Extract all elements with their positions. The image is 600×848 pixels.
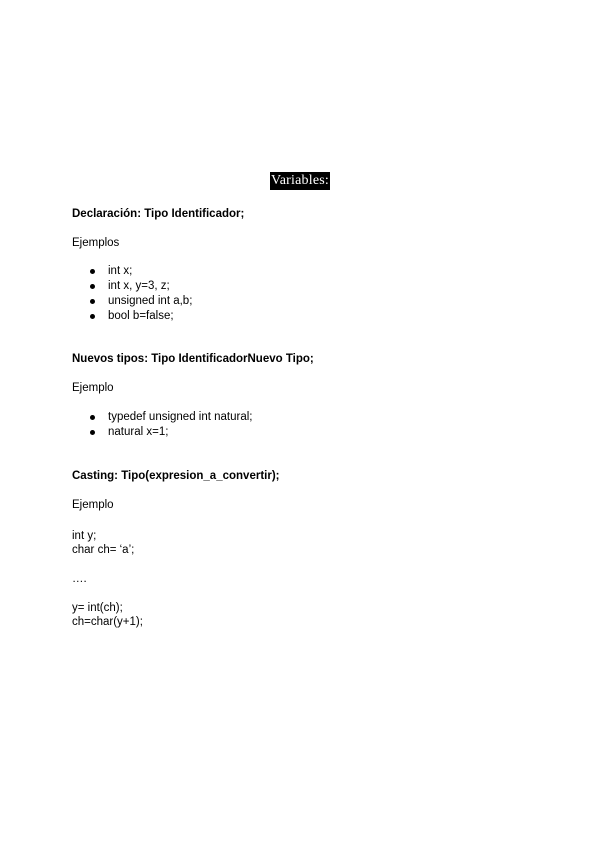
- code-line: int y;: [72, 530, 97, 542]
- bullet-icon: [90, 430, 95, 435]
- examples-label: Ejemplos: [72, 237, 120, 249]
- bullet-icon: [90, 284, 95, 289]
- code-line: ….: [72, 573, 87, 585]
- page-title: Variables:: [271, 173, 329, 188]
- title-container: [0, 171, 600, 190]
- list-item-text: unsigned int a,b;: [108, 295, 193, 307]
- list-item-text: bool b=false;: [108, 310, 174, 322]
- list-item-text: natural x=1;: [108, 426, 169, 438]
- list-item-text: typedef unsigned int natural;: [108, 411, 253, 423]
- bullet-icon: [90, 269, 95, 274]
- code-line: y= int(ch);: [72, 602, 123, 614]
- declaration-heading: Declaración: Tipo Identificador;: [72, 208, 245, 220]
- code-line: char ch= ‘a’;: [72, 544, 135, 556]
- casting-heading: Casting: Tipo(expresion_a_convertir);: [72, 470, 280, 482]
- example-label: Ejemplo: [72, 499, 114, 511]
- list-item-text: int x;: [108, 265, 133, 277]
- list-item-text: int x, y=3, z;: [108, 280, 170, 292]
- new-types-heading: Nuevos tipos: Tipo IdentificadorNuevo Tipo;: [72, 353, 314, 365]
- example-label: Ejemplo: [72, 382, 114, 394]
- bullet-icon: [90, 314, 95, 319]
- bullet-icon: [90, 415, 95, 420]
- bullet-icon: [90, 299, 95, 304]
- code-line: ch=char(y+1);: [72, 616, 143, 628]
